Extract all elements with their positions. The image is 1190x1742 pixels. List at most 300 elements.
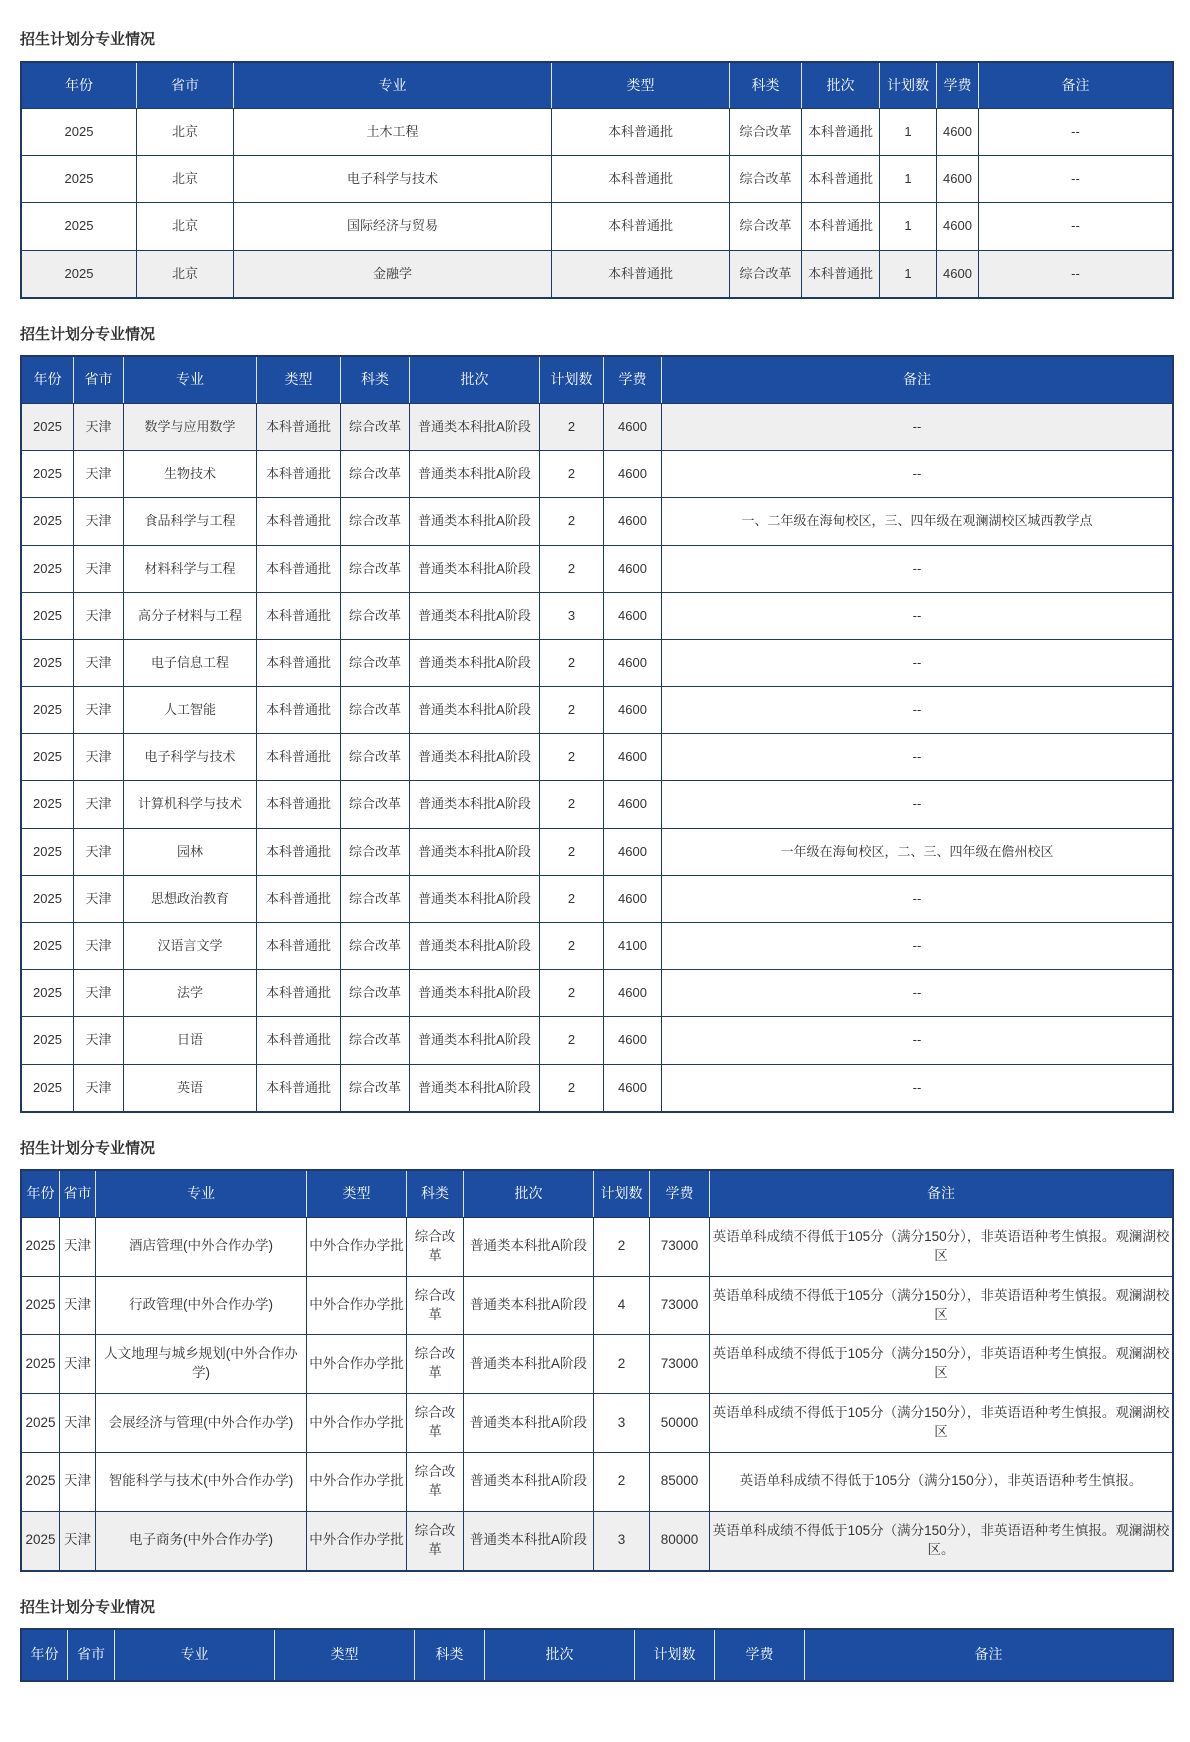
- table-cell: 3: [594, 1511, 650, 1570]
- table-cell: 天津: [74, 639, 124, 686]
- table-cell: 思想政治教育: [124, 875, 257, 922]
- table-cell: 综合改革: [341, 545, 410, 592]
- table-cell: 2025: [22, 686, 74, 733]
- table-cell: 本科普通批: [257, 639, 341, 686]
- table-cell: --: [662, 686, 1172, 733]
- header-row: [22, 63, 1172, 109]
- table-row: [22, 1511, 1172, 1570]
- table-row: [22, 1334, 1172, 1393]
- table-cell: 4600: [604, 639, 662, 686]
- table-row: [22, 545, 1172, 592]
- table-cell: 会展经济与管理(中外合作办学): [96, 1393, 307, 1452]
- table-cell: 综合改革: [341, 780, 410, 827]
- table-row: [22, 686, 1172, 733]
- table-cell: 天津: [74, 592, 124, 639]
- table-cell: 本科普通批: [257, 828, 341, 875]
- admission-plan-table-next: [20, 1628, 1174, 1682]
- table-cell: 综合改革: [341, 969, 410, 1016]
- table-cell: 4600: [604, 1016, 662, 1063]
- table-cell: 本科普通批: [257, 403, 341, 450]
- table-cell: 天津: [74, 922, 124, 969]
- table-cell: 2: [540, 545, 604, 592]
- table-cell: 2025: [22, 1016, 74, 1063]
- table-cell: --: [662, 969, 1172, 1016]
- table-cell: 本科普通批: [802, 250, 880, 297]
- table-cell: 73000: [650, 1217, 710, 1276]
- table-cell: 本科普通批: [257, 686, 341, 733]
- table-row: [22, 875, 1172, 922]
- table-cell: 2025: [22, 780, 74, 827]
- table-cell: --: [662, 733, 1172, 780]
- table-row: [22, 969, 1172, 1016]
- table-cell: 1: [880, 250, 937, 297]
- table-cell: 综合改革: [341, 403, 410, 450]
- table-cell: 4600: [937, 250, 979, 297]
- table-cell: 4600: [937, 108, 979, 155]
- table-cell: 综合改革: [341, 592, 410, 639]
- table-cell: 2: [594, 1452, 650, 1511]
- table-cell: 2: [594, 1334, 650, 1393]
- table-cell: 2025: [22, 108, 137, 155]
- table-cell: 国际经济与贸易: [234, 202, 552, 249]
- table-row: [22, 780, 1172, 827]
- table-cell: --: [662, 780, 1172, 827]
- table-cell: 普通类本科批A阶段: [464, 1452, 594, 1511]
- table-cell: 2: [540, 875, 604, 922]
- table-cell: 80000: [650, 1511, 710, 1570]
- table-cell: 普通类本科批A阶段: [410, 1016, 540, 1063]
- table-cell: 电子科学与技术: [234, 155, 552, 202]
- column-header: 类型: [275, 1630, 415, 1680]
- table-cell: 普通类本科批A阶段: [464, 1276, 594, 1335]
- table-cell: 电子商务(中外合作办学): [96, 1511, 307, 1570]
- table-cell: 4600: [604, 545, 662, 592]
- table-cell: 综合改革: [407, 1334, 464, 1393]
- section-title: 招生计划分专业情况: [20, 325, 156, 343]
- table-cell: 天津: [74, 969, 124, 1016]
- table-cell: 4600: [937, 155, 979, 202]
- table-cell: 综合改革: [341, 828, 410, 875]
- column-header: 计划数: [594, 1171, 650, 1217]
- table-cell: 人工智能: [124, 686, 257, 733]
- table-cell: 2: [540, 922, 604, 969]
- table-cell: 综合改革: [407, 1393, 464, 1452]
- column-header: 学费: [937, 63, 979, 109]
- column-header: 备注: [979, 63, 1172, 109]
- table-row: [22, 450, 1172, 497]
- table-cell: 2025: [22, 1217, 60, 1276]
- table-cell: 天津: [60, 1217, 96, 1276]
- table-cell: 1: [880, 108, 937, 155]
- table-cell: 一、二年级在海甸校区，三、四年级在观澜湖校区城西教学点: [662, 497, 1172, 544]
- table-cell: 本科普通批: [552, 202, 730, 249]
- table-cell: 天津: [74, 733, 124, 780]
- table-cell: 中外合作办学批: [307, 1393, 407, 1452]
- table-cell: --: [662, 639, 1172, 686]
- column-header: 省市: [60, 1171, 96, 1217]
- table-cell: 天津: [60, 1276, 96, 1335]
- table-cell: 综合改革: [341, 1064, 410, 1111]
- table-row: [22, 1393, 1172, 1452]
- table-cell: 本科普通批: [552, 155, 730, 202]
- table-cell: 综合改革: [341, 922, 410, 969]
- table-cell: 综合改革: [341, 450, 410, 497]
- table-cell: 本科普通批: [257, 733, 341, 780]
- table-cell: 电子科学与技术: [124, 733, 257, 780]
- table-cell: 2025: [22, 828, 74, 875]
- column-header: 类型: [552, 63, 730, 109]
- table-cell: --: [662, 1016, 1172, 1063]
- table-cell: 普通类本科批A阶段: [464, 1511, 594, 1570]
- table-cell: 3: [540, 592, 604, 639]
- table-cell: 2: [540, 686, 604, 733]
- column-header: 批次: [485, 1630, 635, 1680]
- column-header: 批次: [464, 1171, 594, 1217]
- table-cell: 2: [540, 1064, 604, 1111]
- table-cell: 2025: [22, 497, 74, 544]
- section-title: 招生计划分专业情况: [20, 31, 156, 48]
- table-cell: 本科普通批: [257, 545, 341, 592]
- column-header: 批次: [410, 357, 540, 403]
- admission-plan-table-tianjin-regular: [20, 355, 1174, 1112]
- column-header: 省市: [68, 1630, 115, 1680]
- table-cell: 英语单科成绩不得低于105分（满分150分），非英语语种考生慎报。: [710, 1452, 1172, 1511]
- table-cell: 2025: [22, 250, 137, 297]
- table-cell: 2: [594, 1217, 650, 1276]
- column-header: 专业: [96, 1171, 307, 1217]
- column-header: 批次: [802, 63, 880, 109]
- table-cell: 2025: [22, 592, 74, 639]
- table-cell: 2: [540, 828, 604, 875]
- table-cell: --: [662, 403, 1172, 450]
- table-cell: 法学: [124, 969, 257, 1016]
- table-cell: 2025: [22, 450, 74, 497]
- table-cell: 73000: [650, 1334, 710, 1393]
- table-cell: --: [979, 250, 1172, 297]
- table-cell: 4600: [604, 780, 662, 827]
- table-cell: 2025: [22, 922, 74, 969]
- header-row: [22, 357, 1172, 403]
- table-cell: 2: [540, 639, 604, 686]
- column-header: 年份: [22, 1630, 68, 1680]
- column-header: 科类: [341, 357, 410, 403]
- admission-plan-table-tianjin-cooperative: [20, 1169, 1174, 1571]
- table-cell: 2025: [22, 403, 74, 450]
- column-header: 备注: [805, 1630, 1172, 1680]
- table-cell: 本科普通批: [257, 922, 341, 969]
- column-header: 年份: [22, 357, 74, 403]
- table-cell: 2: [540, 780, 604, 827]
- column-header: 学费: [715, 1630, 805, 1680]
- table-cell: 本科普通批: [552, 108, 730, 155]
- table-cell: 天津: [74, 875, 124, 922]
- table-cell: 园林: [124, 828, 257, 875]
- table-cell: 4100: [604, 922, 662, 969]
- table-cell: 中外合作办学批: [307, 1452, 407, 1511]
- table-cell: 综合改革: [341, 875, 410, 922]
- table-cell: 中外合作办学批: [307, 1217, 407, 1276]
- table-cell: 73000: [650, 1276, 710, 1335]
- table-cell: 英语单科成绩不得低于105分（满分150分），非英语语种考生慎报。观澜湖校区: [710, 1217, 1172, 1276]
- table-cell: 2025: [22, 875, 74, 922]
- table-cell: 普通类本科批A阶段: [410, 403, 540, 450]
- table-cell: 汉语言文学: [124, 922, 257, 969]
- column-header: 计划数: [635, 1630, 715, 1680]
- table-cell: 2: [540, 497, 604, 544]
- table-cell: 中外合作办学批: [307, 1276, 407, 1335]
- table-row: [22, 1064, 1172, 1111]
- table-cell: 本科普通批: [802, 155, 880, 202]
- table-cell: 天津: [74, 1016, 124, 1063]
- column-header: 科类: [415, 1630, 485, 1680]
- table-cell: 天津: [74, 545, 124, 592]
- table-cell: 天津: [74, 686, 124, 733]
- table-cell: 3: [594, 1393, 650, 1452]
- table-cell: 本科普通批: [257, 875, 341, 922]
- table-cell: 普通类本科批A阶段: [410, 639, 540, 686]
- table-cell: --: [662, 875, 1172, 922]
- table-cell: 2025: [22, 1393, 60, 1452]
- column-header: 年份: [22, 63, 137, 109]
- table-cell: --: [979, 202, 1172, 249]
- table-cell: 综合改革: [730, 155, 802, 202]
- table-cell: --: [662, 545, 1172, 592]
- table-cell: 综合改革: [341, 686, 410, 733]
- table-cell: 酒店管理(中外合作办学): [96, 1217, 307, 1276]
- table-cell: 综合改革: [730, 108, 802, 155]
- table-cell: 4600: [604, 969, 662, 1016]
- table-cell: --: [979, 155, 1172, 202]
- table-row: [22, 1016, 1172, 1063]
- table-cell: 天津: [74, 497, 124, 544]
- table-cell: 本科普通批: [257, 592, 341, 639]
- column-header: 类型: [257, 357, 341, 403]
- table-cell: 2025: [22, 155, 137, 202]
- table-cell: 普通类本科批A阶段: [410, 875, 540, 922]
- table-cell: 北京: [137, 202, 234, 249]
- table-cell: 2: [540, 969, 604, 1016]
- table-cell: 4600: [604, 686, 662, 733]
- section-title: 招生计划分专业情况: [20, 1598, 156, 1616]
- table-cell: 天津: [74, 828, 124, 875]
- table-cell: 材料科学与工程: [124, 545, 257, 592]
- table-cell: 综合改革: [407, 1452, 464, 1511]
- table-cell: 综合改革: [341, 733, 410, 780]
- table-cell: 2025: [22, 1511, 60, 1570]
- table-cell: 行政管理(中外合作办学): [96, 1276, 307, 1335]
- column-header: 专业: [234, 63, 552, 109]
- table-cell: --: [662, 450, 1172, 497]
- column-header: 学费: [650, 1171, 710, 1217]
- table-cell: 英语: [124, 1064, 257, 1111]
- column-header: 备注: [710, 1171, 1172, 1217]
- table-cell: 4600: [604, 592, 662, 639]
- table-cell: 金融学: [234, 250, 552, 297]
- table-cell: 天津: [74, 1064, 124, 1111]
- table-cell: 北京: [137, 108, 234, 155]
- table-cell: 2025: [22, 969, 74, 1016]
- table-cell: 天津: [74, 403, 124, 450]
- table-cell: 本科普通批: [257, 497, 341, 544]
- table-cell: 生物技术: [124, 450, 257, 497]
- table-cell: 普通类本科批A阶段: [410, 969, 540, 1016]
- table-cell: 普通类本科批A阶段: [410, 450, 540, 497]
- table-cell: 2: [540, 1016, 604, 1063]
- table-row: [22, 1217, 1172, 1276]
- table-cell: 普通类本科批A阶段: [410, 686, 540, 733]
- table-cell: 土木工程: [234, 108, 552, 155]
- table-cell: 综合改革: [341, 639, 410, 686]
- table-cell: 日语: [124, 1016, 257, 1063]
- section-tianjin-cooperative-plan: [20, 1139, 1170, 1572]
- table-cell: 食品科学与工程: [124, 497, 257, 544]
- table-row: [22, 497, 1172, 544]
- table-cell: 2: [540, 733, 604, 780]
- table-cell: 本科普通批: [802, 202, 880, 249]
- section-tianjin-regular-plan: [20, 325, 1170, 1113]
- table-row: [22, 202, 1172, 249]
- table-cell: 综合改革: [407, 1217, 464, 1276]
- table-cell: 2025: [22, 1276, 60, 1335]
- table-cell: 本科普通批: [552, 250, 730, 297]
- table-cell: 英语单科成绩不得低于105分（满分150分），非英语语种考生慎报。观澜湖校区: [710, 1334, 1172, 1393]
- column-header: 计划数: [880, 63, 937, 109]
- table-cell: 综合改革: [341, 497, 410, 544]
- table-cell: 2025: [22, 1334, 60, 1393]
- table-cell: --: [662, 1064, 1172, 1111]
- table-cell: 1: [880, 202, 937, 249]
- table-cell: 2025: [22, 202, 137, 249]
- table-cell: 综合改革: [407, 1276, 464, 1335]
- table-cell: 4600: [604, 403, 662, 450]
- table-cell: 天津: [60, 1334, 96, 1393]
- table-cell: 综合改革: [730, 250, 802, 297]
- table-cell: 英语单科成绩不得低于105分（满分150分），非英语语种考生慎报。观澜湖校区: [710, 1393, 1172, 1452]
- table-cell: 数学与应用数学: [124, 403, 257, 450]
- column-header: 年份: [22, 1171, 60, 1217]
- table-cell: 2025: [22, 545, 74, 592]
- table-cell: 2: [540, 403, 604, 450]
- header-row: [22, 1171, 1172, 1217]
- column-header: 省市: [74, 357, 124, 403]
- table-cell: --: [662, 592, 1172, 639]
- table-cell: 本科普通批: [257, 780, 341, 827]
- table-cell: 本科普通批: [802, 108, 880, 155]
- table-cell: 天津: [74, 450, 124, 497]
- admission-plan-table-beijing: [20, 61, 1174, 299]
- table-cell: 普通类本科批A阶段: [410, 592, 540, 639]
- table-cell: 2025: [22, 1452, 60, 1511]
- table-cell: 本科普通批: [257, 1064, 341, 1111]
- table-cell: 北京: [137, 250, 234, 297]
- section-title: 招生计划分专业情况: [20, 1139, 156, 1157]
- table-cell: 普通类本科批A阶段: [410, 780, 540, 827]
- table-cell: --: [662, 922, 1172, 969]
- table-cell: 2: [540, 450, 604, 497]
- table-cell: 普通类本科批A阶段: [410, 922, 540, 969]
- table-cell: 2025: [22, 639, 74, 686]
- table-cell: 普通类本科批A阶段: [410, 1064, 540, 1111]
- table-row: [22, 828, 1172, 875]
- table-cell: --: [979, 108, 1172, 155]
- table-cell: 4600: [604, 828, 662, 875]
- table-row: [22, 250, 1172, 297]
- table-cell: 一年级在海甸校区，二、三、四年级在儋州校区: [662, 828, 1172, 875]
- table-cell: 85000: [650, 1452, 710, 1511]
- table-cell: 普通类本科批A阶段: [410, 733, 540, 780]
- table-cell: 普通类本科批A阶段: [464, 1334, 594, 1393]
- table-cell: 天津: [60, 1393, 96, 1452]
- table-cell: 高分子材料与工程: [124, 592, 257, 639]
- column-header: 省市: [137, 63, 234, 109]
- table-cell: 中外合作办学批: [307, 1511, 407, 1570]
- table-cell: 综合改革: [730, 202, 802, 249]
- table-cell: 4600: [604, 450, 662, 497]
- table-cell: 天津: [74, 780, 124, 827]
- table-cell: 4600: [604, 733, 662, 780]
- table-cell: 4600: [937, 202, 979, 249]
- table-cell: 计算机科学与技术: [124, 780, 257, 827]
- table-cell: 天津: [60, 1452, 96, 1511]
- column-header: 科类: [730, 63, 802, 109]
- column-header: 专业: [124, 357, 257, 403]
- table-cell: 综合改革: [407, 1511, 464, 1570]
- table-row: [22, 592, 1172, 639]
- section-beijing-plan: [20, 30, 1170, 299]
- table-cell: 综合改革: [341, 1016, 410, 1063]
- table-cell: 电子信息工程: [124, 639, 257, 686]
- table-cell: 英语单科成绩不得低于105分（满分150分），非英语语种考生慎报。观澜湖校区: [710, 1276, 1172, 1335]
- table-cell: 4: [594, 1276, 650, 1335]
- table-cell: 中外合作办学批: [307, 1334, 407, 1393]
- table-cell: 北京: [137, 155, 234, 202]
- table-row: [22, 403, 1172, 450]
- column-header: 学费: [604, 357, 662, 403]
- table-cell: 本科普通批: [257, 450, 341, 497]
- table-cell: 天津: [60, 1511, 96, 1570]
- column-header: 备注: [662, 357, 1172, 403]
- table-cell: 4600: [604, 1064, 662, 1111]
- table-row: [22, 922, 1172, 969]
- table-cell: 英语单科成绩不得低于105分（满分150分），非英语语种考生慎报。观澜湖校区。: [710, 1511, 1172, 1570]
- header-row: [22, 1630, 1172, 1680]
- table-row: [22, 1452, 1172, 1511]
- table-cell: 4600: [604, 497, 662, 544]
- column-header: 类型: [307, 1171, 407, 1217]
- table-cell: 普通类本科批A阶段: [464, 1393, 594, 1452]
- table-row: [22, 1276, 1172, 1335]
- table-row: [22, 733, 1172, 780]
- table-cell: 智能科学与技术(中外合作办学): [96, 1452, 307, 1511]
- table-cell: 本科普通批: [257, 969, 341, 1016]
- table-row: [22, 639, 1172, 686]
- table-cell: 1: [880, 155, 937, 202]
- column-header: 专业: [115, 1630, 275, 1680]
- table-cell: 普通类本科批A阶段: [410, 828, 540, 875]
- table-cell: 普通类本科批A阶段: [410, 497, 540, 544]
- section-next-plan: [20, 1598, 1170, 1682]
- table-row: [22, 155, 1172, 202]
- table-cell: 人文地理与城乡规划(中外合作办学): [96, 1334, 307, 1393]
- table-cell: 普通类本科批A阶段: [410, 545, 540, 592]
- table-cell: 4600: [604, 875, 662, 922]
- table-cell: 2025: [22, 1064, 74, 1111]
- table-cell: 50000: [650, 1393, 710, 1452]
- column-header: 计划数: [540, 357, 604, 403]
- table-cell: 本科普通批: [257, 1016, 341, 1063]
- column-header: 科类: [407, 1171, 464, 1217]
- table-cell: 2025: [22, 733, 74, 780]
